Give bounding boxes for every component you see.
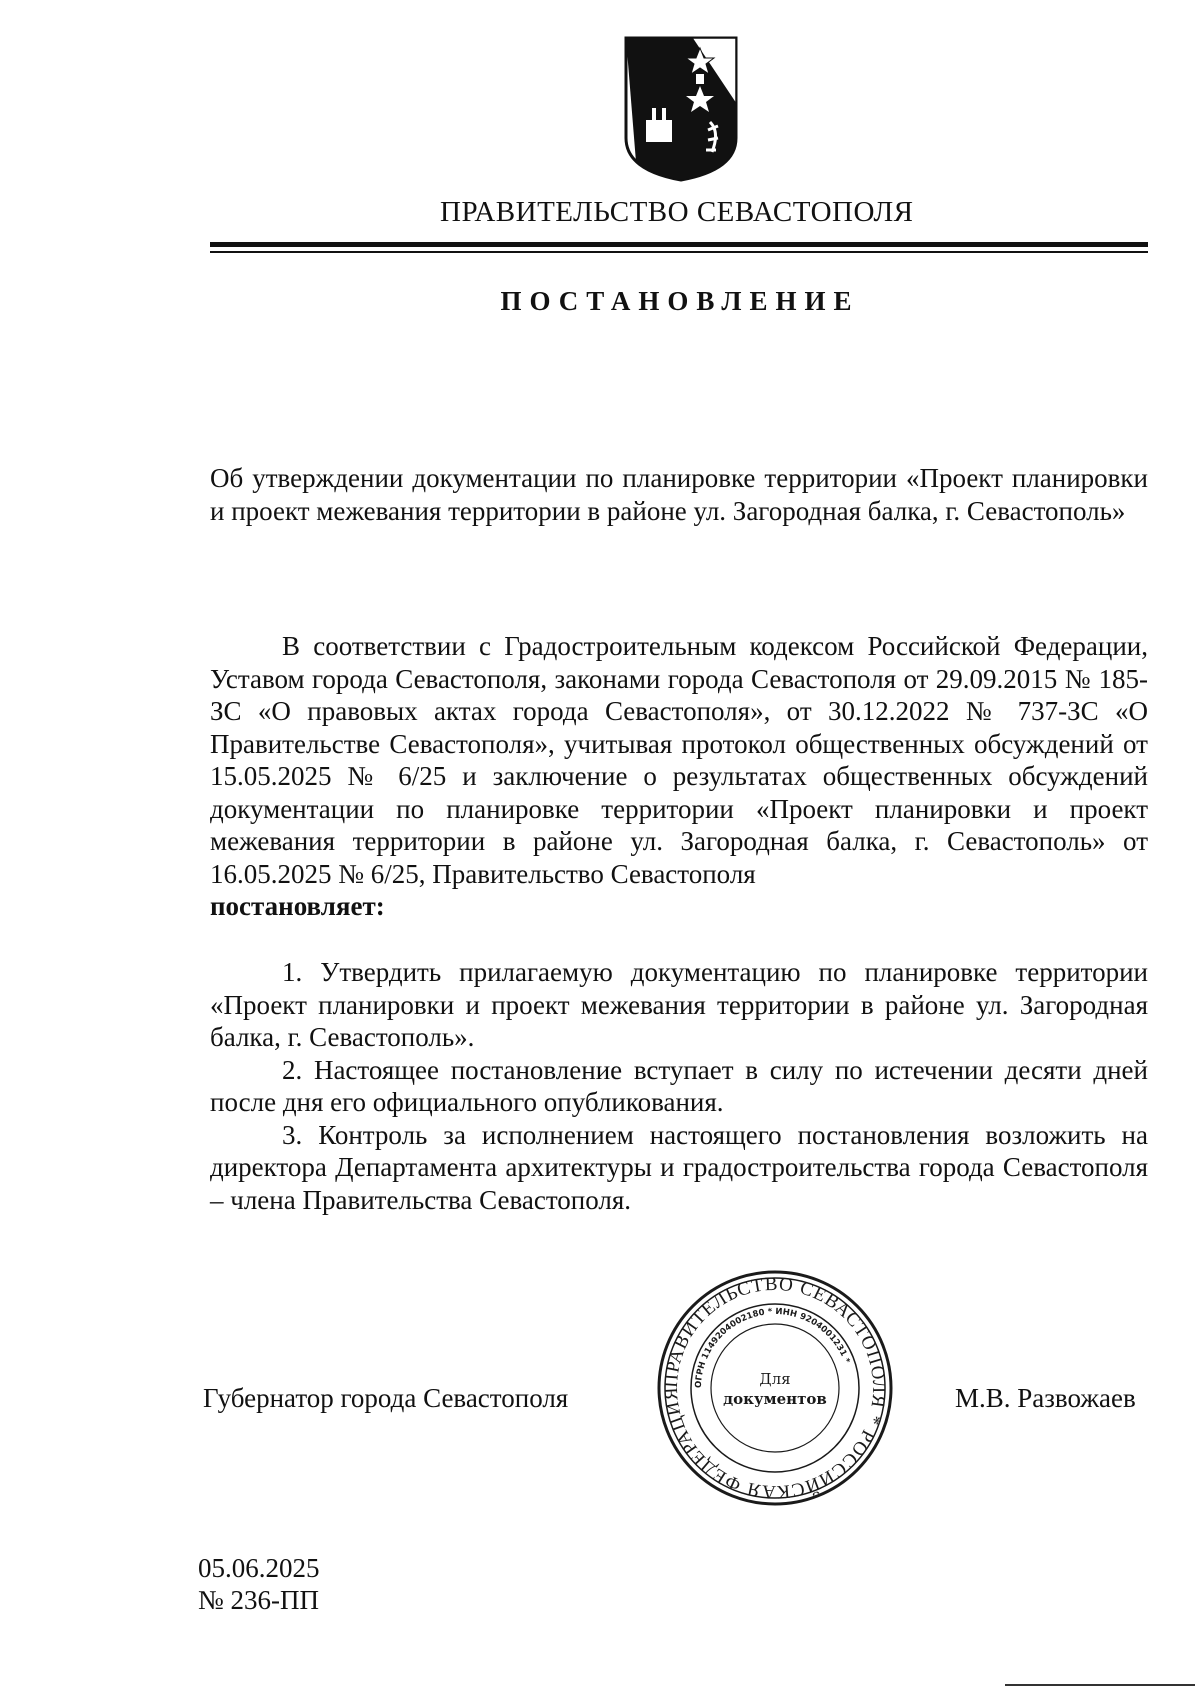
resolution-items [210, 956, 1148, 1216]
preamble [210, 630, 1148, 923]
signatory-name: М.В. Развожаев [955, 1383, 1136, 1413]
footer-line [1005, 1684, 1195, 1686]
resolution-item-2: 2. Настоящее постановление вступает в силу по истечении десяти дней после дня его официального опубликования. [210, 1054, 1148, 1117]
document-date: 05.06.2025 [198, 1553, 320, 1583]
stamp-outer-text: ПРАВИТЕЛЬСТВО СЕВАСТОПОЛЯ * РОССИЙСКАЯ ФЕДЕРАЦИЯ [660, 1273, 890, 1503]
official-stamp [655, 1268, 895, 1508]
preamble-text: В соответствии с Градостроительным кодексом Российской Федерации, Уставом города Севастополя, законами города Севастополя от 29.09.2015 № 185-ЗС «О правовых актах города Севастополя», от 30.12.2022 № 737-ЗС «О Правительстве Севастополя», учитывая протокол общественных обсуждений от 15.05.2025 № 6/25 и заключение о результатах общественных обсуждений документации по планировке территории «Проект планировки и проект межевания территории в районе ул. Загородная балка, г. Севастополь» от 16.05.2025 № 6/25, Правительство Севастополя [210, 631, 1148, 889]
signatory-role: Губернатор города Севастополя [203, 1383, 569, 1413]
stamp-center-line2: документов [723, 1390, 827, 1408]
header-rule-thick [210, 242, 1148, 247]
document-registration [198, 1552, 320, 1616]
coat-of-arms-icon [622, 34, 740, 182]
resolution-item-3: 3. Контроль за исполнением настоящего постановления возложить на директора Департамента архитектуры и градостроительства города Севастополя – члена Правительства Севастополя. [210, 1119, 1148, 1215]
organization-name: ПРАВИТЕЛЬСТВО СЕВАСТОПОЛЯ [440, 196, 914, 228]
document-title: Об утверждении документации по планировке территории «Проект планировки и проект межевания территории в районе ул. Загородная балка, г. Севастополь» [210, 463, 1148, 526]
document-number: № 236-ПП [198, 1585, 319, 1615]
document-type: ПОСТАНОВЛЕНИЕ [500, 286, 860, 316]
stamp-center-line1: Для [759, 1370, 791, 1388]
header-rule-thin [210, 251, 1148, 253]
resolution-item-1: 1. Утвердить прилагаемую документацию по планировке территории «Проект планировки и проект межевания территории в районе ул. Загородная балка, г. Севастополь». [210, 957, 1148, 1052]
resolves-word: постановляет: [210, 891, 385, 921]
stamp-inner-text: ОГРН 1149204002180 * ИНН 9204001231 * [693, 1306, 852, 1389]
